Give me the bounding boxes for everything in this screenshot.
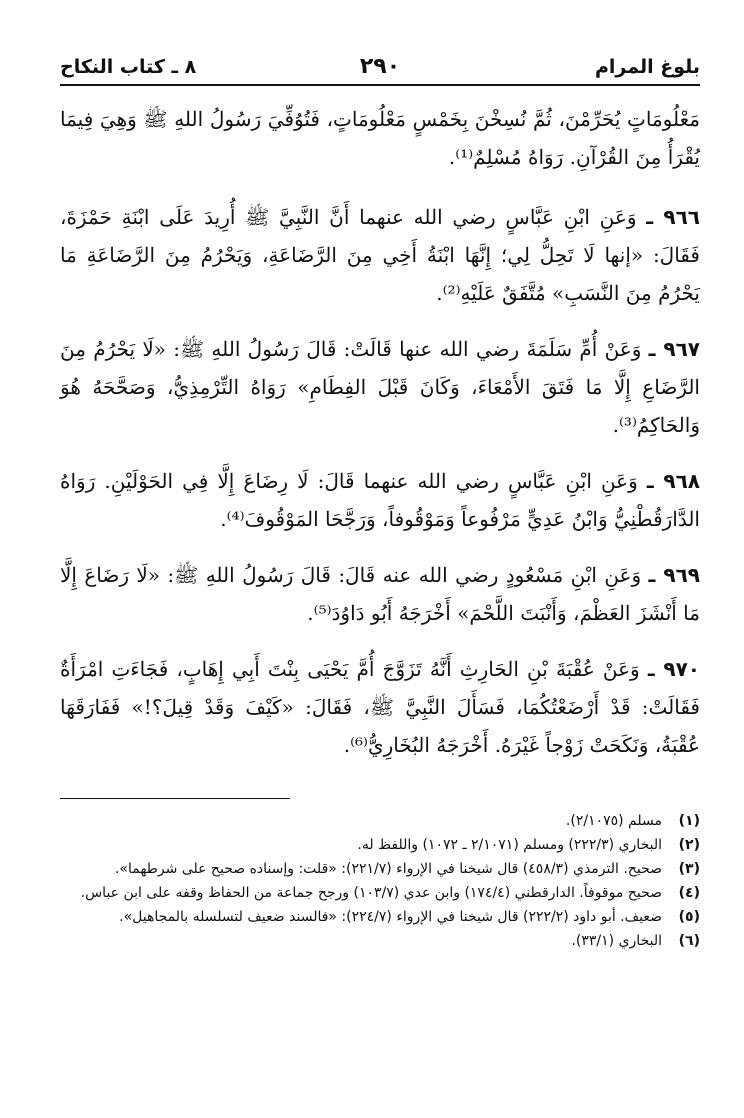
footnote-number: (١) [678, 813, 700, 829]
footnote-text: البخاري (٢٢٢/٣) ومسلم (٢/١٠٧١ ـ ١٠٧٢) واللفظ له. [357, 837, 662, 853]
book-page [60, 52, 700, 953]
footnote-item [60, 905, 700, 929]
page-number: ٢٩٠ [359, 54, 401, 79]
footnote-number: (٣) [678, 861, 700, 877]
running-header [60, 52, 700, 86]
footnote-item [60, 881, 700, 905]
footnote-text: صحيح موقوفاً. الدارقطني (١٧٤/٤) وابن عدي (١٠٣/٧) ورجح جماعة من الحفاظ وقفه على ابن عباس. [80, 885, 662, 901]
continuation-paragraph: مَعْلُومَاتٍ يُحَرِّمْنَ، ثُمَّ نُسِخْنَ بِخَمْسٍ مَعْلُومَاتٍ، فَتُوُفِّيَ رَسُولُ اللهِ ﷺ وَهِيَ فِيمَا يُقْرَأُ مِنَ القُرْآنِ. رَوَاهُ مُسْلِمٌ⁽¹⁾. [60, 107, 700, 169]
footnote-item [60, 857, 700, 881]
hadith-text: وَعَنِ ابْنِ مَسْعُودٍ رضي الله عنه قَالَ: قَالَ رَسُولُ اللهِ ﷺ: «لَا رَضَاعَ إِلَّا مَا أَنْشَزَ العَظْمَ، وَأَنْبَتَ اللَّحْمَ» أَخْرَجَهُ أَبُو دَاوُدَ⁽⁵⁾. [60, 563, 700, 625]
hadith-number: ٩٧٠ ـ [647, 657, 700, 681]
main-text [60, 100, 700, 764]
hadith-969 [60, 556, 700, 632]
footnote-text: صحيح. الترمذي (٤٥٨/٣) قال شيخنا في الإرواء (٢٢١/٧): «قلت: وإسناده صحيح على شرطهما». [114, 861, 662, 877]
hadith-number: ٩٦٨ ـ [646, 469, 700, 493]
hadith-text: وَعَنِ ابْنِ عَبَّاسٍ رضي الله عنهما قَالَ: لَا رِضَاعَ إِلَّا فِي الحَوْلَيْنِ. رَوَاهُ الدَّارَقُطْنِيُّ وَابْنُ عَدِيٍّ مَرْفُوعاً وَمَوْقُوفاً، وَرَجَّحَا المَوْقُوفَ⁽⁴⁾. [60, 469, 700, 531]
hadith-967 [60, 330, 700, 444]
footnote-item [60, 809, 700, 833]
footnote-number: (٢) [678, 837, 700, 853]
footnote-item [60, 833, 700, 857]
footnote-number: (٦) [678, 933, 700, 949]
hadith-970 [60, 650, 700, 764]
hadith-text: وَعَنْ أُمِّ سَلَمَةَ رضي الله عنها قَالَتْ: قَالَ رَسُولُ اللهِ ﷺ: «لَا يَحْرُمُ مِنَ الرَّضَاعِ إِلَّا مَا فَتَقَ الأَمْعَاءَ، وَكَانَ قَبْلَ الفِطَامِ» رَوَاهُ التِّرْمِذِيُّ، وَصَحَّحَهُ هُوَ وَالحَاكِمُ⁽³⁾. [60, 337, 700, 437]
hadith-number: ٩٦٧ ـ [648, 337, 700, 361]
footnote-text: ضعيف. أبو داود (٢٢٢/٢) قال شيخنا في الإرواء (٢٢٤/٧): «فالسند ضعيف لتسلسله بالمجاهيل». [119, 909, 662, 925]
footnote-text: مسلم (٢/١٠٧٥). [565, 813, 662, 829]
chapter-title: ٨ ـ كتاب النكاح [60, 56, 197, 78]
hadith-number: ٩٦٩ ـ [648, 563, 700, 587]
footnote-item [60, 929, 700, 953]
hadith-968 [60, 462, 700, 538]
footnotes-list [60, 809, 700, 953]
hadith-966 [60, 198, 700, 312]
hadith-text: وَعَنْ عُقْبَةَ بْنِ الحَارِثِ أَنَّهُ تَزَوَّجَ أُمَّ يَحْيَى بِنْتَ أَبِي إِهَابٍ، فَجَاءَتِ امْرَأَةٌ فَقَالَتْ: قَدْ أَرْضَعْتُكُمَا، فَسَأَلَ النَّبِيَّ ﷺ، فَقَالَ: «كَيْفَ وَقَدْ قِيلَ؟!» فَفَارَقَهَا عُقْبَةُ، وَنَكَحَتْ زَوْجاً غَيْرَهُ. أَخْرَجَهُ البُخَارِيُّ⁽⁶⁾. [60, 657, 700, 757]
footnote-number: (٥) [678, 909, 700, 925]
footnote-text: البخاري (٣٣/١). [571, 933, 662, 949]
footnote-separator [60, 798, 290, 799]
book-title: بلوغ المرام [594, 56, 700, 78]
hadith-text: وَعَنِ ابْنِ عَبَّاسٍ رضي الله عنهما أَنَّ النَّبِيَّ ﷺ أُرِيدَ عَلَى ابْنَةِ حَمْزَةَ، فَقَالَ: «إنها لَا تَحِلُّ لِي؛ إِنَّهَا ابْنَةُ أَخِي مِنَ الرَّضَاعَةِ، وَيَحْرُمُ مِنَ الرَّضَاعَةِ مَا يَحْرُمُ مِنَ النَّسَبِ» مُتَّفَقٌ عَلَيْهِ⁽²⁾. [60, 205, 700, 305]
footnote-number: (٤) [678, 885, 700, 901]
hadith-number: ٩٦٦ ـ [646, 205, 700, 229]
